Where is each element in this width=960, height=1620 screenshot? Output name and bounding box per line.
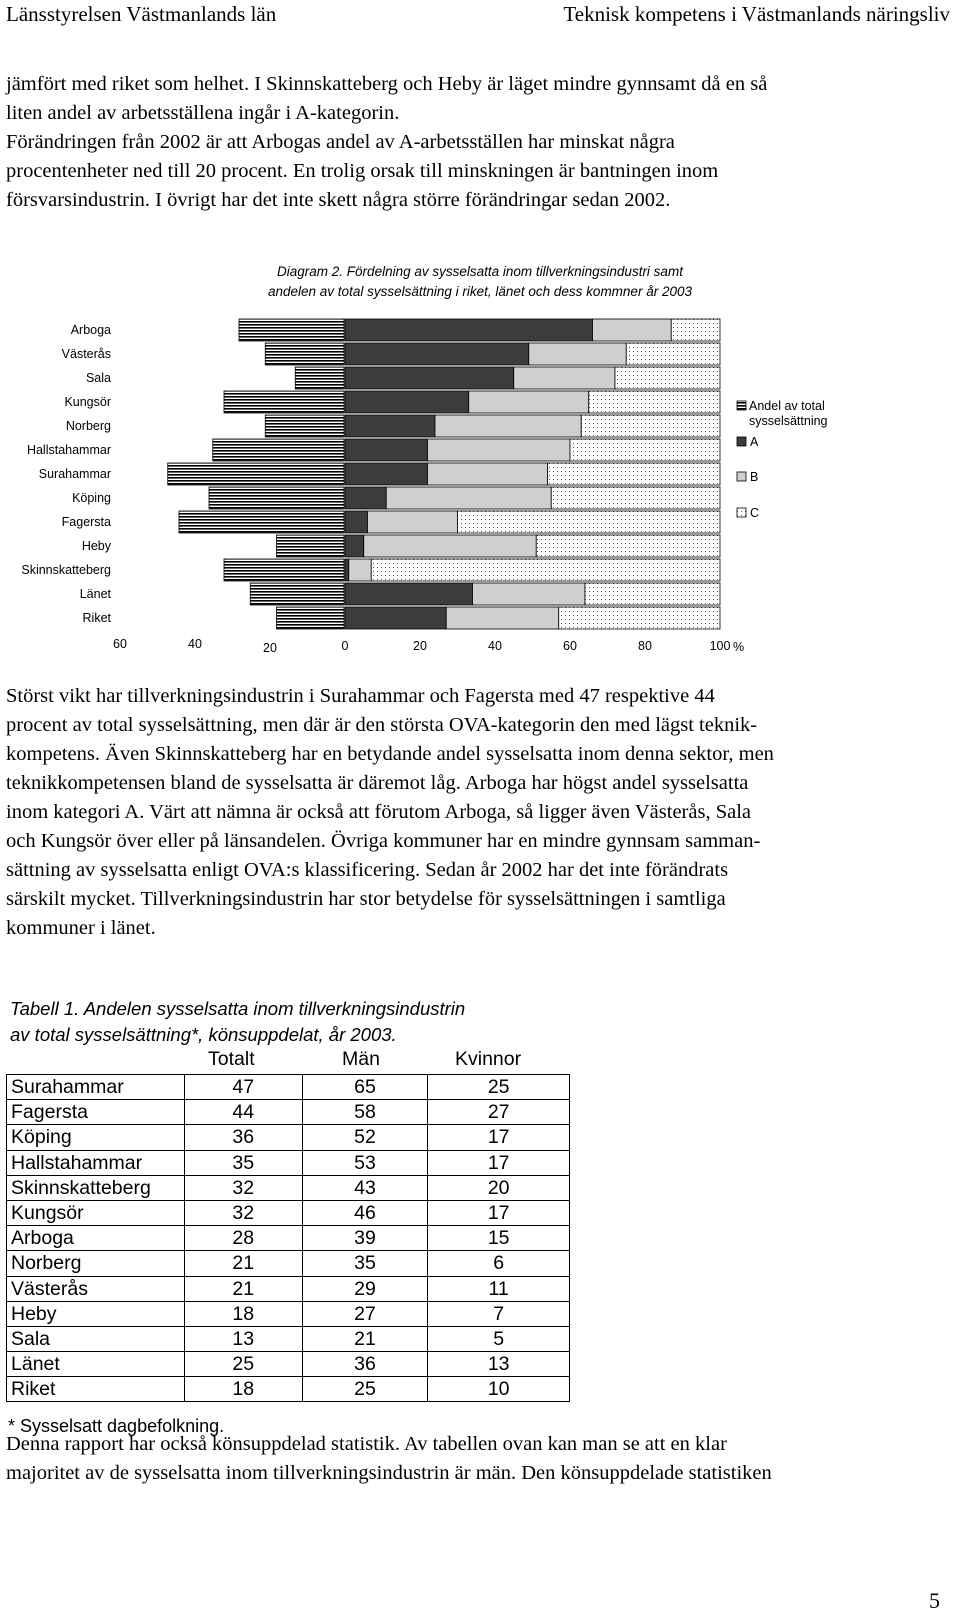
man-cell: 52 — [302, 1125, 428, 1150]
bar-segment-a — [345, 367, 514, 389]
kvinnor-cell: 20 — [428, 1175, 570, 1200]
legend-label-line: sysselsättning — [749, 414, 828, 428]
totalt-cell: 28 — [184, 1226, 302, 1251]
intro-line: jämfört med riket som helhet. I Skinnskatteberg och Heby är läget mindre gynnsamt då en så — [6, 73, 768, 95]
kvinnor-cell: 10 — [428, 1377, 570, 1402]
x-tick-label: 40 — [188, 637, 202, 651]
bar-share-of-employment — [213, 439, 344, 461]
bar-segment-a — [345, 607, 446, 629]
totalt-cell: 21 — [184, 1276, 302, 1301]
legend-b-label: B — [750, 470, 759, 484]
table-row — [7, 1251, 570, 1276]
header-organization: Länsstyrelsen Västmanlands län — [6, 2, 277, 26]
column-header-totalt: Totalt — [208, 1048, 255, 1070]
table-row — [7, 1150, 570, 1175]
chart-legend — [737, 399, 828, 520]
row-name-cell: Västerås — [7, 1276, 185, 1301]
bar-segment-c — [589, 391, 720, 413]
row-name-cell: Köping — [7, 1125, 185, 1150]
table-row — [7, 1226, 570, 1251]
row-name-cell: Kungsör — [7, 1200, 185, 1225]
legend-swatch — [737, 508, 746, 517]
bar-segment-b — [446, 607, 559, 629]
table-caption-line: av total sysselsättning*, könsuppdelat, år 2003. — [10, 1024, 397, 1045]
row-name-cell: Surahammar — [7, 1075, 185, 1100]
bar-segment-b — [428, 463, 548, 485]
table-footnote: * Sysselsatt dagbefolkning. — [8, 1416, 225, 1436]
legend-a-label: A — [750, 435, 759, 449]
totalt-cell: 47 — [184, 1075, 302, 1100]
page-number: 5 — [929, 1588, 940, 1613]
bar-share-of-employment — [265, 415, 344, 437]
body-line: kommuner i länet. — [6, 917, 156, 939]
table-row — [7, 1200, 570, 1225]
body-line: särskilt mycket. Tillverkningsindustrin har stor betydelse för sysselsättningen i samtliga — [6, 888, 726, 910]
row-name-cell: Heby — [7, 1301, 185, 1326]
bar-segment-a — [345, 511, 368, 533]
category-label: Köping — [72, 491, 111, 505]
bar-share-of-employment — [239, 319, 344, 341]
body-line: sättning av sysselsatta enligt OVA:s klassificering. Sedan år 2002 har det inte förändrats — [6, 859, 729, 881]
table-row — [7, 1352, 570, 1377]
totalt-cell: 32 — [184, 1175, 302, 1200]
bar-segment-c — [581, 415, 720, 437]
table-row — [7, 1100, 570, 1125]
bar-share-of-employment — [277, 607, 345, 629]
category-label: Skinnskatteberg — [21, 563, 111, 577]
x-tick-label: 40 — [488, 639, 502, 653]
man-cell: 29 — [302, 1276, 428, 1301]
man-cell: 39 — [302, 1226, 428, 1251]
bar-segment-a — [345, 487, 386, 509]
bar-segment-c — [551, 487, 720, 509]
bar-segment-b — [386, 487, 551, 509]
bar-segment-a — [345, 415, 435, 437]
intro-line: försvarsindustrin. I övrigt har det inte skett några större förändringar sedan 2002. — [6, 189, 671, 211]
category-label: Surahammar — [38, 467, 111, 481]
x-tick-label: 80 — [638, 639, 652, 653]
bar-segment-b — [435, 415, 581, 437]
row-name-cell: Arboga — [7, 1226, 185, 1251]
category-label: Norberg — [65, 419, 111, 433]
row-name-cell: Norberg — [7, 1251, 185, 1276]
body-paragraph — [6, 682, 954, 943]
kvinnor-cell: 7 — [428, 1301, 570, 1326]
kvinnor-cell: 5 — [428, 1326, 570, 1351]
category-label: Heby — [81, 539, 111, 553]
bar-segment-b — [349, 559, 372, 581]
totalt-cell: 18 — [184, 1377, 302, 1402]
category-label: Västerås — [61, 347, 111, 361]
bar-share-of-employment — [179, 511, 344, 533]
totalt-cell: 25 — [184, 1352, 302, 1377]
bar-segment-a — [345, 535, 364, 557]
man-cell: 58 — [302, 1100, 428, 1125]
x-tick-label: 0 — [341, 639, 349, 653]
kvinnor-cell: 25 — [428, 1075, 570, 1100]
kvinnor-cell: 13 — [428, 1352, 570, 1377]
legend-label-line: Andel av total — [749, 399, 825, 413]
man-cell: 21 — [302, 1326, 428, 1351]
body-line: inom kategori A. Värt att nämna är också att förutom Arboga, så ligger även Västerås, Sala — [6, 801, 751, 823]
bar-segment-c — [548, 463, 721, 485]
bar-share-of-employment — [277, 535, 345, 557]
category-label: Riket — [82, 611, 111, 625]
category-labels — [21, 323, 111, 625]
legend-swatch — [737, 437, 746, 446]
category-label: Arboga — [70, 323, 111, 337]
totalt-cell: 21 — [184, 1251, 302, 1276]
bar-segment-a — [345, 391, 469, 413]
bar-segment-c — [671, 319, 720, 341]
table-row — [7, 1377, 570, 1402]
man-cell: 35 — [302, 1251, 428, 1276]
bar-segment-b — [364, 535, 537, 557]
totalt-cell: 36 — [184, 1125, 302, 1150]
bar-share-of-employment — [250, 583, 344, 605]
row-name-cell: Skinnskatteberg — [7, 1175, 185, 1200]
legend-swatch — [737, 401, 746, 410]
row-name-cell: Riket — [7, 1377, 185, 1402]
bar-segment-a — [345, 319, 593, 341]
x-tick-label: 20 — [413, 639, 427, 653]
man-cell: 53 — [302, 1150, 428, 1175]
bar-segment-c — [570, 439, 720, 461]
legend-c-label: C — [750, 506, 760, 520]
legend-swatch — [737, 472, 746, 481]
man-cell: 46 — [302, 1200, 428, 1225]
x-tick-label: 60 — [563, 639, 577, 653]
table-row — [7, 1125, 570, 1150]
totalt-cell: 35 — [184, 1150, 302, 1175]
table-caption-line: Tabell 1. Andelen sysselsatta inom tillverkningsindustrin — [10, 998, 466, 1019]
chart-title-line: Diagram 2. Fördelning av sysselsatta inom tillverkningsindustri samt — [277, 264, 683, 279]
bar-segment-a — [345, 439, 428, 461]
closing-line: majoritet av de sysselsatta inom tillverkningsindustrin är män. Den könsuppdelade statistiken — [6, 1462, 772, 1484]
intro-paragraph — [6, 70, 954, 215]
bar-segment-a — [345, 463, 428, 485]
category-label: Sala — [85, 371, 111, 385]
x-tick-labels — [113, 637, 744, 655]
bar-segment-b — [428, 439, 571, 461]
distribution-chart — [0, 318, 960, 668]
body-line: kompetens. Även Skinnskatteberg har en betydande andel sysselsatta inom denna sektor, men — [6, 743, 774, 765]
kvinnor-cell: 11 — [428, 1276, 570, 1301]
bar-segment-b — [514, 367, 615, 389]
kvinnor-cell: 27 — [428, 1100, 570, 1125]
intro-line: liten andel av arbetsställena ingår i A-kategorin. — [6, 102, 400, 124]
man-cell: 36 — [302, 1352, 428, 1377]
table-row — [7, 1276, 570, 1301]
body-line: och Kungsör över eller på länsandelen. Övriga kommuner har en mindre gynnsam samman- — [6, 830, 761, 852]
man-cell: 25 — [302, 1377, 428, 1402]
header-report-title: Teknisk kompetens i Västmanlands näringsliv — [563, 2, 950, 26]
bar-segment-a — [345, 559, 349, 581]
category-label: Kungsör — [64, 395, 111, 409]
bar-segment-c — [585, 583, 720, 605]
row-name-cell: Sala — [7, 1326, 185, 1351]
totalt-cell: 32 — [184, 1200, 302, 1225]
closing-paragraph — [6, 1430, 954, 1488]
bar-share-of-employment — [224, 391, 344, 413]
category-label: Fagersta — [61, 515, 111, 529]
man-cell: 27 — [302, 1301, 428, 1326]
row-name-cell: Fagersta — [7, 1100, 185, 1125]
totalt-cell: 44 — [184, 1100, 302, 1125]
bar-share-of-employment — [224, 559, 344, 581]
intro-line: Förändringen från 2002 är att Arbogas andel av A-arbetsställen har minskat några — [6, 131, 675, 153]
x-tick-label: 100 — [709, 639, 731, 653]
kvinnor-cell: 15 — [428, 1226, 570, 1251]
bar-share-of-employment — [209, 487, 344, 509]
row-name-cell: Länet — [7, 1352, 185, 1377]
table-row — [7, 1075, 570, 1100]
bar-segment-c — [536, 535, 720, 557]
bar-segment-c — [458, 511, 721, 533]
kvinnor-cell: 17 — [428, 1125, 570, 1150]
table-caption — [10, 996, 465, 1048]
category-label: Hallstahammar — [26, 443, 111, 457]
chart-title — [0, 262, 960, 302]
x-unit-label: % — [733, 640, 745, 654]
row-name-cell: Hallstahammar — [7, 1150, 185, 1175]
column-header-man: Män — [342, 1048, 380, 1070]
table-row — [7, 1175, 570, 1200]
employment-table — [6, 1074, 570, 1402]
man-cell: 65 — [302, 1075, 428, 1100]
kvinnor-cell: 6 — [428, 1251, 570, 1276]
bar-segment-c — [371, 559, 720, 581]
man-cell: 43 — [302, 1175, 428, 1200]
totalt-cell: 18 — [184, 1301, 302, 1326]
column-header-kvinnor: Kvinnor — [455, 1048, 522, 1070]
bar-share-of-employment — [168, 463, 344, 485]
body-line: procent av total sysselsättning, men där är den största OVA-kategorin den med lägst teknik- — [6, 714, 758, 736]
chart-bars — [168, 319, 720, 629]
bar-segment-a — [345, 343, 529, 365]
bar-segment-c — [559, 607, 720, 629]
category-label: Länet — [79, 587, 111, 601]
bar-segment-b — [368, 511, 458, 533]
closing-line: Denna rapport har också könsuppdelad statistik. Av tabellen ovan kan man se att en klar — [6, 1433, 727, 1455]
bar-segment-b — [469, 391, 589, 413]
bar-share-of-employment — [265, 343, 344, 365]
totalt-cell: 13 — [184, 1326, 302, 1351]
body-line: Störst vikt har tillverkningsindustrin i Surahammar och Fagersta med 47 respektive 44 — [6, 685, 715, 707]
table-header — [0, 1048, 560, 1074]
bar-segment-a — [345, 583, 473, 605]
intro-line: procentenheter ned till 20 procent. En trolig orsak till minskningen är bantningen inom — [6, 160, 719, 182]
table-row — [7, 1301, 570, 1326]
bar-share-of-employment — [295, 367, 344, 389]
body-line: teknikkompetensen bland de sysselsatta är däremot låg. Arboga har högst andel sysselsatta — [6, 772, 749, 794]
table-row — [7, 1326, 570, 1351]
x-tick-label: 60 — [113, 637, 127, 651]
kvinnor-cell: 17 — [428, 1150, 570, 1175]
bar-segment-b — [529, 343, 627, 365]
bar-segment-b — [593, 319, 672, 341]
bar-segment-b — [473, 583, 586, 605]
bar-segment-c — [626, 343, 720, 365]
x-tick-label: 20 — [263, 641, 277, 655]
kvinnor-cell: 17 — [428, 1200, 570, 1225]
chart-title-line: andelen av total sysselsättning i riket, länet och dess kommner år 2003 — [268, 284, 692, 299]
bar-segment-c — [615, 367, 720, 389]
